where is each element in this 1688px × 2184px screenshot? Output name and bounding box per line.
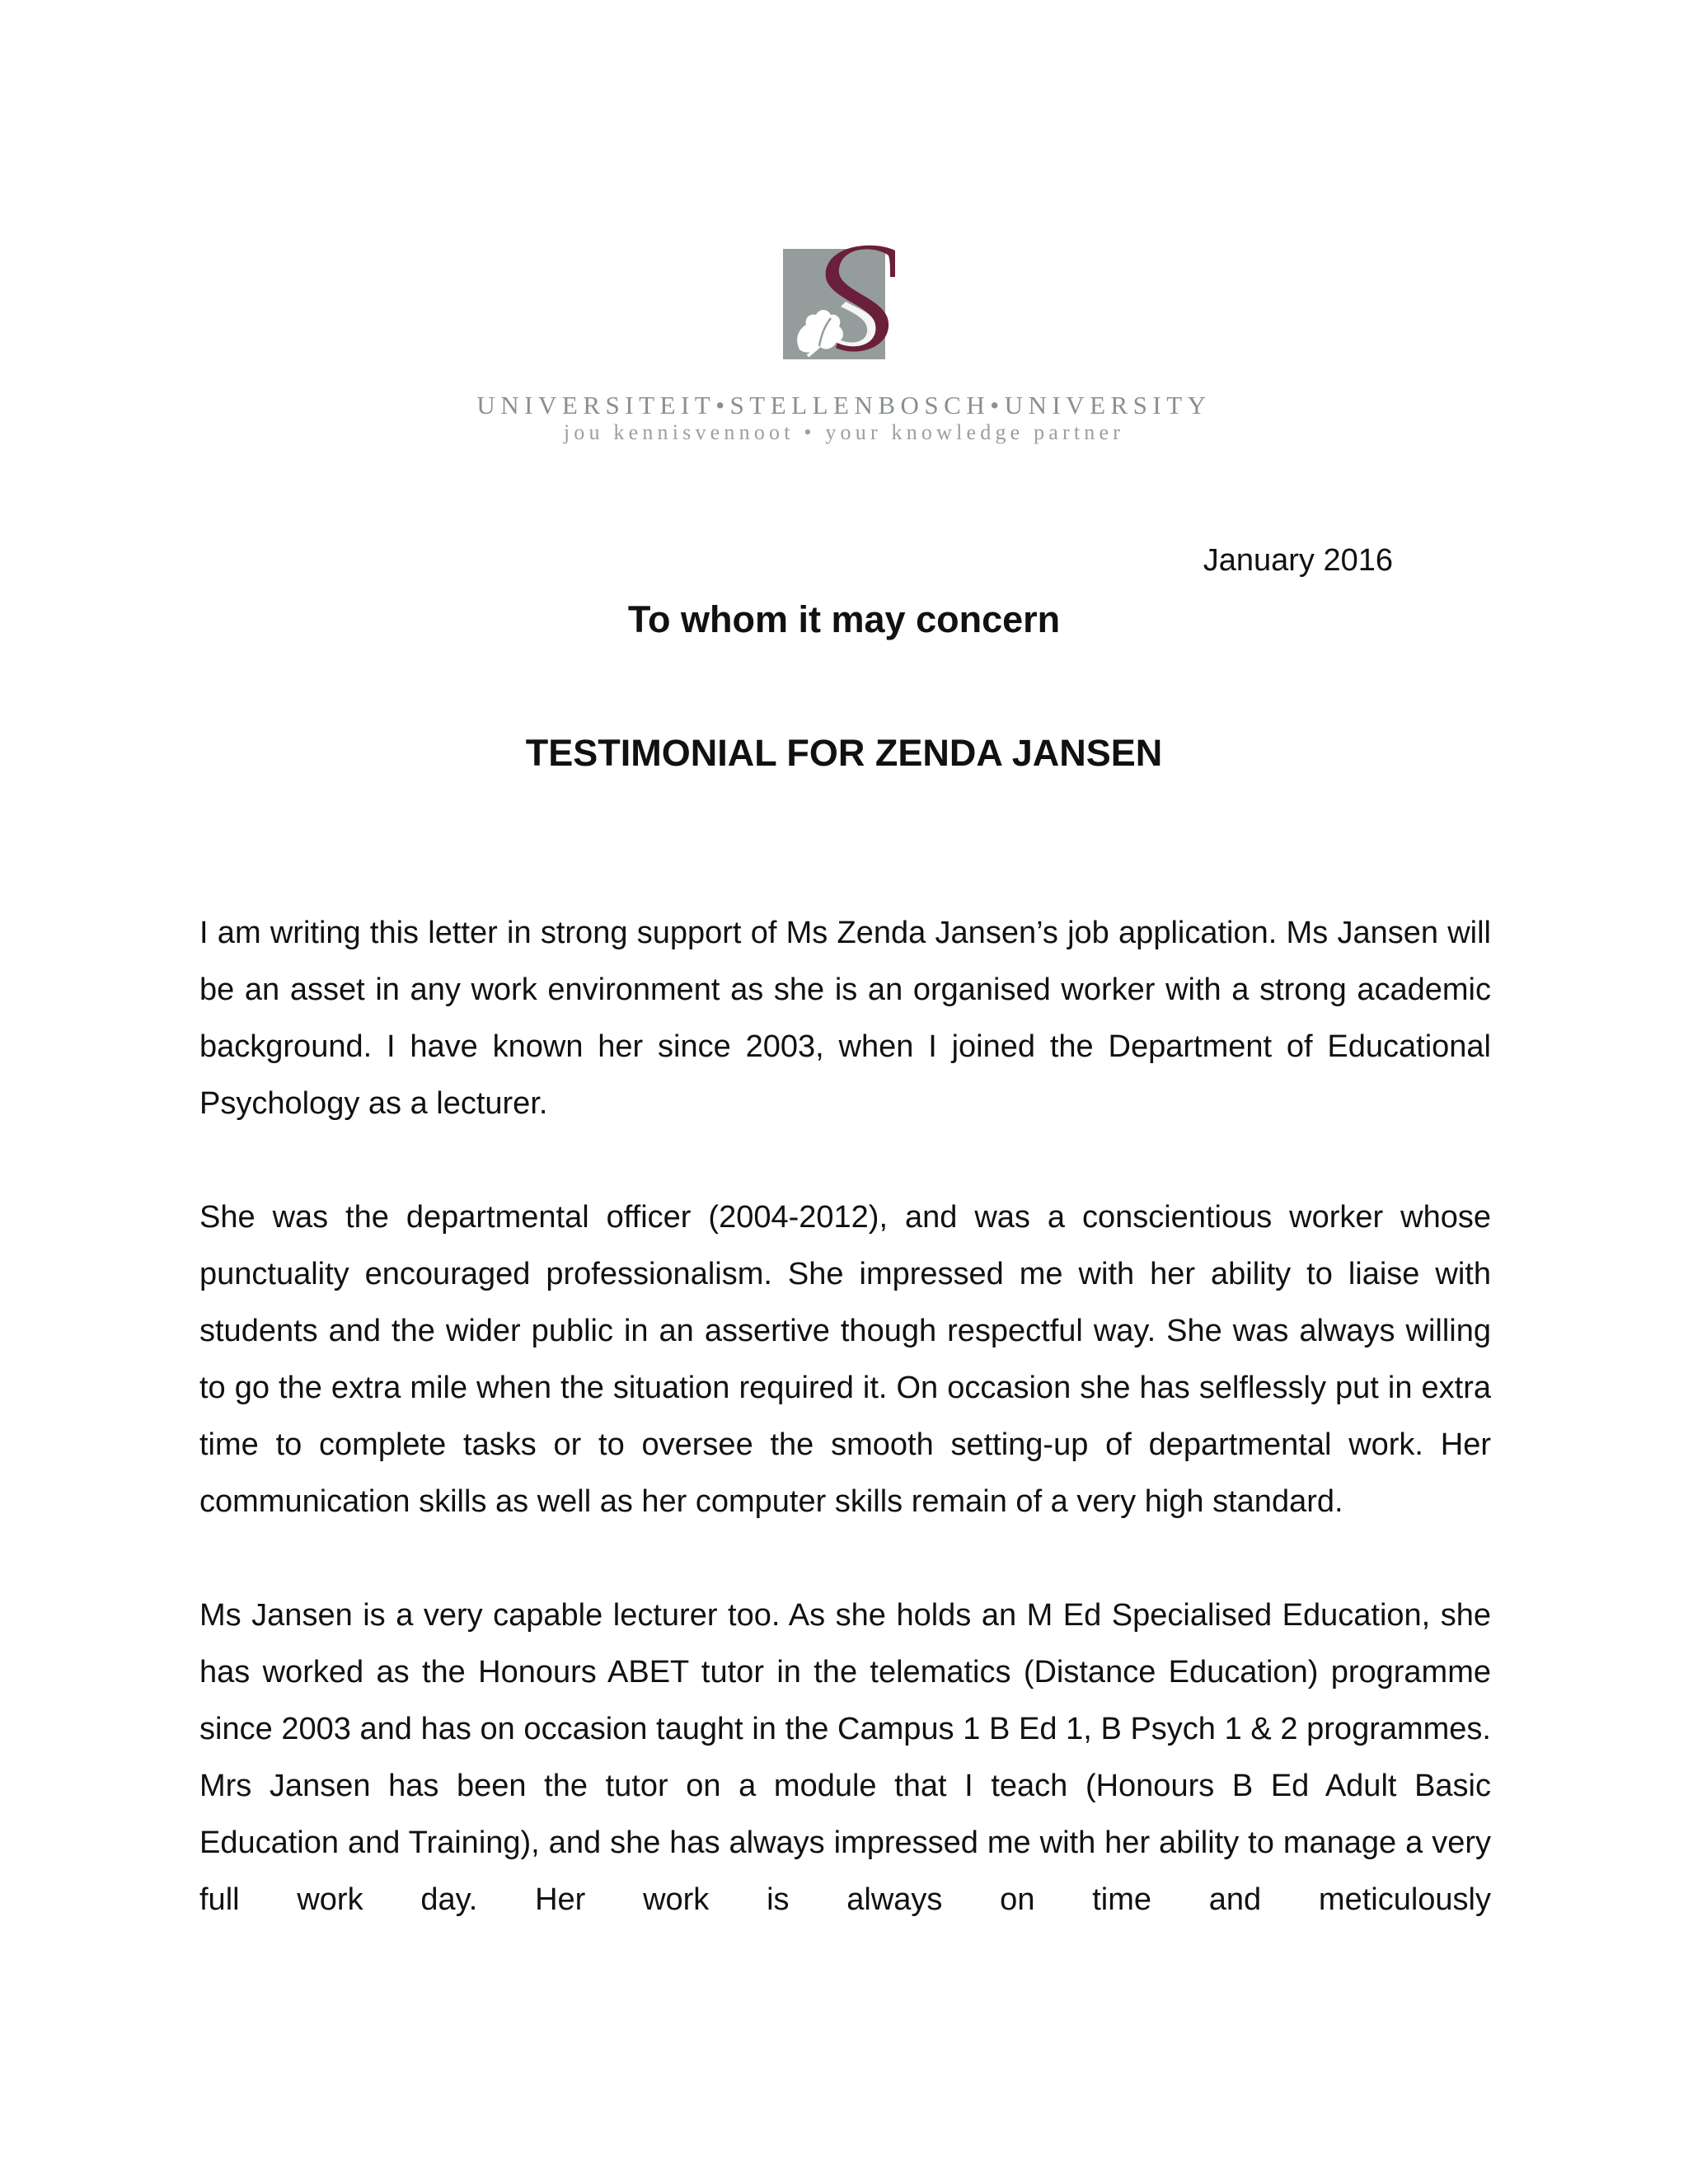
institution-tagline: jou kennisvennoot • your knowledge partner bbox=[563, 420, 1125, 444]
institution-name: UNIVERSITEIT•STELLENBOSCH•UNIVERSITY bbox=[476, 391, 1212, 419]
body-paragraph: Ms Jansen is a very capable lecturer too. As she holds an M Ed Specialised Education, she has worked as the Honours ABET tutor in the telematics (Distance Education) programme since 2003 and has on occasion taught in the Campus 1 B Ed 1, B Psych 1 & 2 programmes. Mrs Jansen has been the tutor on a module that I teach (Honours B Ed Adult Basic Education and Training), and she has always impressed me with her ability to manage a very full work day. Her work is always on time and meticulously bbox=[199, 1598, 1491, 1917]
body-paragraph: She was the departmental officer (2004-2012), and was a conscientious worker whose punctuality encouraged professionalism. She impressed me with her ability to liaise with students and the wider public in an assertive though respectful way. She was always willing to go the extra mile when the situation required it. On occasion she has selflessly put in extra time to complete tasks or to oversee the smooth setting-up of departmental work. Her communication skills as well as her computer skills remain of a very high standard. bbox=[199, 1200, 1491, 1519]
university-logo-icon bbox=[783, 244, 908, 359]
letter-heading: TESTIMONIAL FOR ZENDA JANSEN bbox=[525, 732, 1163, 774]
letter-body bbox=[199, 905, 1491, 1929]
letter-salutation: To whom it may concern bbox=[627, 598, 1061, 640]
body-paragraph: I am writing this letter in strong support of Ms Zenda Jansen’s job application. Ms Jansen will be an asset in any work environment as she is an organised worker with a strong academic background. I have known her since 2003, when I joined the Department of Educational Psychology as a lecturer. bbox=[199, 916, 1491, 1121]
letter-date: January 2016 bbox=[1203, 543, 1393, 578]
